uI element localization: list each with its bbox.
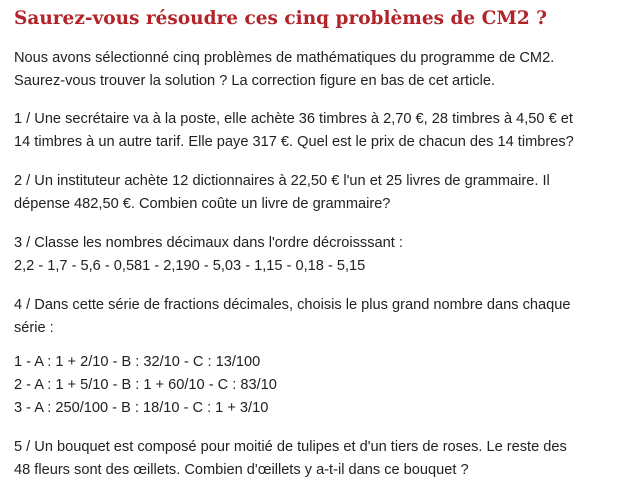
problem-5 [14, 436, 614, 482]
problem-4-series [14, 351, 614, 420]
problem-2-line: dépense 482,50 €. Combien coûte un livre de grammaire? [14, 196, 391, 212]
problem-3-line: 2,2 - 1,7 - 5,6 - 0,581 - 2,190 - 5,03 - 1,15 - 0,18 - 5,15 [14, 258, 366, 274]
problem-3-line: 3 / Classe les nombres décimaux dans l'ordre décroisssant : [14, 235, 403, 251]
article [14, 6, 614, 482]
series-item: 1 - A : 1 + 2/10 - B : 32/10 - C : 13/100 [14, 354, 261, 370]
problem-2-line: 2 / Un instituteur achète 12 dictionnaires à 22,50 € l'un et 25 livres de grammaire. Il [14, 173, 550, 189]
problem-5-line: 48 fleurs sont des œillets. Combien d'œillets y a-t-il dans ce bouquet ? [14, 462, 469, 478]
series-item: 3 - A : 250/100 - B : 18/10 - C : 1 + 3/10 [14, 400, 269, 416]
problem-1-line: 1 / Une secrétaire va à la poste, elle achète 36 timbres à 2,70 €, 28 timbres à 4,50 € et [14, 111, 573, 127]
problem-3 [14, 232, 614, 278]
problem-1 [14, 108, 614, 154]
problem-5-line: 5 / Un bouquet est composé pour moitié de tulipes et d'un tiers de roses. Le reste des [14, 439, 567, 455]
problem-1-line: 14 timbres à un autre tarif. Elle paye 317 €. Quel est le prix de chacun des 14 timbres? [14, 134, 574, 150]
problem-4-line: série : [14, 320, 54, 336]
series-item: 2 - A : 1 + 5/10 - B : 1 + 60/10 - C : 83/10 [14, 377, 277, 393]
intro-line: Saurez-vous trouver la solution ? La correction figure en bas de cet article. [14, 73, 496, 89]
intro-paragraph [14, 47, 614, 93]
problem-2 [14, 170, 614, 216]
problem-4 [14, 294, 614, 340]
article-title: Saurez-vous résoudre ces cinq problèmes de CM2 ? [14, 8, 547, 29]
intro-line: Nous avons sélectionné cinq problèmes de mathématiques du programme de CM2. [14, 50, 555, 66]
problem-4-line: 4 / Dans cette série de fractions décimales, choisis le plus grand nombre dans chaque [14, 297, 571, 313]
